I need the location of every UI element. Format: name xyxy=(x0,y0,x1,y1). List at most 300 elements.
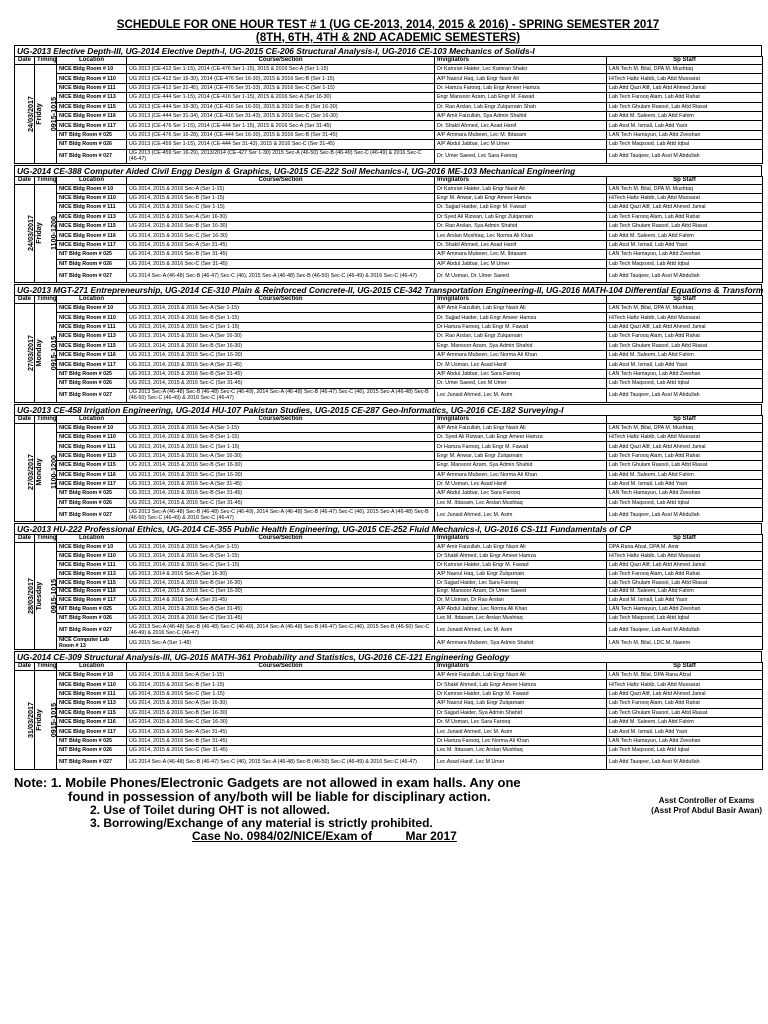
course-cell: UG 2013 Sec-A (46-48) Sec-B (46-48) Sec-C (46-49), 2014 Sec-A (46-48) Sec-B (46-47) Sec-C (46), 2015 Sec-A (46-48) Sec-B (46-50) Sec-C (46-49) & 2016 Sec-C (46-47) xyxy=(127,388,435,402)
course-cell: UG 2013, 2014, 2015 & 2016 Sec-B (Ser 1-15) xyxy=(127,432,435,441)
course-cell: UG 2013, 2014, 2015 & 2016 Sec-B (Ser 16-30) xyxy=(127,578,435,587)
course-cell: UG 2013 Sec-A (46-48) Sec-B (46-48) Sec-C (46-49), 2014 Sec-A (46-48) Sec-B (46-47) Sec-C (46), 2015 Sec-B (46-50) Sec-C (46-49) & 2016 Sec-C (46-47) xyxy=(127,623,435,637)
course-cell: UG 2013, 2014, 2015 & 2016 Sec-A (Ser 16-30) xyxy=(127,332,435,341)
timing-header: Timing xyxy=(35,663,57,671)
location-cell: NIT Bldg Room # 026 xyxy=(57,498,127,507)
staff-cell: Lab Asst M. Ismail, Lab Attd Yasir xyxy=(607,240,763,249)
invigilators-cell: Engr M. Anwar, Lab Engr Zulqarnain xyxy=(435,451,607,460)
staff-cell: Lab Attd M. Saleem, Lab Attd Fahim xyxy=(607,350,763,359)
staff-cell: LAN Tech M. Bilal, DPA M. Mushtaq xyxy=(607,65,763,74)
timing-value: 0915-1015 xyxy=(49,702,59,738)
staff-cell: H/Tech Hafiz Habib, Lab Attd Mussarat xyxy=(607,680,763,689)
course-header: Course/Section xyxy=(127,415,435,423)
table-row xyxy=(15,222,763,231)
course-cell: UG 2014 Sec-A (46-48) Sec-B (46-47) Sec-C (46), 2015 Sec-A (46-48) Sec-B (46-50) Sec-C (46-49) & 2016 Sec-C (46-47) xyxy=(127,269,435,283)
course-cell: UG 2013, 2014, 2015 & 2016 Sec-A (Ser 1-15) xyxy=(127,423,435,432)
note-3: 3. Borrowing/Exchange of any material is strictly prohibited. xyxy=(90,815,433,830)
staff-cell: Lab Attd Qazi Altf, Lab Attd Ahmed Jamal xyxy=(607,203,763,212)
section-title: UG-2013 Elective Depth-III, UG-2014 Elective Depth-I, UG-2015 CE-206 Structural Analysis-I, UG-2016 CE-103 Mechanics of Solids-I xyxy=(14,45,762,56)
staff-cell: DPA Rana Afzal, DPA M. Amir xyxy=(607,543,763,552)
staff-header: Sp Staff xyxy=(607,296,763,304)
table-row xyxy=(15,637,763,650)
table-row xyxy=(15,596,763,605)
invigilators-cell: Lec M. Ibtasam, Lec Arslan Mushtaq xyxy=(435,498,607,507)
location-cell: NICE Bldg Room # 117 xyxy=(57,240,127,249)
location-header: Location xyxy=(57,176,127,184)
invigilators-cell: Lec Asad Hanif, Lec M Umer xyxy=(435,755,607,769)
date-cell xyxy=(15,65,43,164)
invigilators-cell: A/P Ammara Mubeen, Lec M. Ibtasam xyxy=(435,130,607,139)
location-cell: NICE Bldg Room # 10 xyxy=(57,543,127,552)
date-value: 31/03/2017 xyxy=(25,701,35,738)
schedule-table xyxy=(14,176,763,284)
schedule-section xyxy=(14,404,762,523)
location-cell: NICE Bldg Room # 116 xyxy=(57,718,127,727)
invigilators-cell: Dr. Shakil Ahmed, Lec Asad Hanif xyxy=(435,240,607,249)
invigilators-cell: Lec Junaid Ahmed, Lec M. Asim xyxy=(435,388,607,402)
location-cell: NIT Bldg Room # 025 xyxy=(57,489,127,498)
location-cell: NICE Bldg Room # 113 xyxy=(57,699,127,708)
location-cell: NIT Bldg Room # 026 xyxy=(57,140,127,149)
course-cell: UG 2014, 2015 & 2016 Sec-B (Ser 31-45) xyxy=(127,736,435,745)
course-cell: UG 2014, 2015 & 2016 Sec-B (Ser 16-30) xyxy=(127,222,435,231)
course-header: Course/Section xyxy=(127,535,435,543)
timing-header: Timing xyxy=(35,535,57,543)
staff-header: Sp Staff xyxy=(607,535,763,543)
invigilators-cell: Dr. Shakil Ahmed, Lec Asad Hanif xyxy=(435,121,607,130)
date-cell xyxy=(15,184,43,283)
invigilators-cell: Dr. M Usman, Lec Asad Hanif xyxy=(435,360,607,369)
staff-header: Sp Staff xyxy=(607,663,763,671)
table-row xyxy=(15,755,763,769)
table-row xyxy=(15,689,763,698)
invigilators-cell: A/P Nasrul Haq, Lab Engr Zulqarnain xyxy=(435,699,607,708)
table-row xyxy=(15,212,763,221)
location-cell: NIT Bldg Room # 025 xyxy=(57,736,127,745)
day-value: Friday xyxy=(33,102,43,125)
header-row xyxy=(15,535,763,543)
staff-cell: LAN Tech M. Bilal, DPA M. Mushtaq xyxy=(607,184,763,193)
invigilators-cell: Dr. Rao Arslan, Sya Admin Shahid xyxy=(435,222,607,231)
location-cell: NICE Bldg Room # 115 xyxy=(57,341,127,350)
staff-cell: Lab Tech Maqsood, Lab Attd Iqbal xyxy=(607,746,763,755)
table-row xyxy=(15,746,763,755)
location-cell: NICE Bldg Room # 116 xyxy=(57,350,127,359)
staff-cell: Lab Tech Farooq Alam, Lab Attd Rahat xyxy=(607,451,763,460)
table-row xyxy=(15,149,763,163)
table-row xyxy=(15,130,763,139)
staff-cell: Lab Attd M. Saleem, Lab Attd Fahim xyxy=(607,470,763,479)
invigilators-cell: Engr. Mansoor Azam, Sya Admin Shahid xyxy=(435,461,607,470)
date-value: 27/03/2017 xyxy=(25,454,35,491)
table-row xyxy=(15,83,763,92)
invigilators-cell: Lec Junaid Ahmed, Lec M. Asim xyxy=(435,623,607,637)
location-cell: NIT Bldg Room # 025 xyxy=(57,369,127,378)
section-title: UG-2014 CE-309 Structural Analysis-III, UG-2015 MATH-361 Probability and Statistics, UG-2016 CE-121 Engineering Geology xyxy=(14,651,762,662)
staff-cell: Lab Attd Tauqeer, Lab Asst M Abdullah xyxy=(607,269,763,283)
staff-cell: Lab Attd M. Saleem, Lab Attd Fahim xyxy=(607,111,763,120)
header-row xyxy=(15,663,763,671)
staff-cell: Lab Tech Maqsood, Lab Attd Iqbal xyxy=(607,498,763,507)
header-row xyxy=(15,57,763,65)
location-cell: NIT Bldg Room # 025 xyxy=(57,250,127,259)
invigilators-cell: A/P Abdul Jabbar, Lec Sara Farooq xyxy=(435,489,607,498)
day-value: Monday xyxy=(33,339,43,367)
table-row xyxy=(15,543,763,552)
location-cell: NIT Bldg Room # 026 xyxy=(57,259,127,268)
location-cell: NICE Bldg Room # 116 xyxy=(57,587,127,596)
invigilators-cell: Lec Junaid Ahmed, Lec M. Asim xyxy=(435,508,607,522)
location-cell: NICE Bldg Room # 117 xyxy=(57,360,127,369)
staff-cell: Lab Attd Qazi Altf, Lab Attd Ahmed Jamal xyxy=(607,560,763,569)
table-row xyxy=(15,360,763,369)
course-cell: UG 2013 (CE-459 Ser 16-29), 2013/2014 (CE-427 Ser 1-30) 2015 Sec-A (46-50) Sec-B (46-49) Sec-C (46-49) & 2016 Sec-C (46-47) xyxy=(127,149,435,163)
location-cell: NIT Bldg Room # 026 xyxy=(57,614,127,623)
invigilators-cell: Engr. Mansoor Azam, Sya Admin Shahid xyxy=(435,341,607,350)
course-cell: UG 2014, 2015 & 2016 Sec-C (Ser 16-30) xyxy=(127,231,435,240)
invigilators-cell: Dr. Rao Arslan, Lab Engr Zulqarnain Shah xyxy=(435,102,607,111)
course-cell: UG 2013 (CE-444 Ser 31-34), 2014 (CE-416 Ser 31-43), 2015 & 2016 Sec-C (Ser 16-30) xyxy=(127,111,435,120)
table-row xyxy=(15,111,763,120)
location-cell: NICE Bldg Room # 10 xyxy=(57,65,127,74)
signature-block xyxy=(651,796,762,816)
course-cell: UG 2013, 2014, 2015 & 2016 Sec-C (Ser 31-45) xyxy=(127,614,435,623)
staff-cell: Lab Tech Farooq Alam, Lab Attd Rahat xyxy=(607,699,763,708)
table-row xyxy=(15,614,763,623)
course-cell: UG 2014, 2015 & 2016 Sec-C (Ser 31-45) xyxy=(127,259,435,268)
timing-value: 1100-1200 xyxy=(48,216,58,251)
location-cell: NICE Bldg Room # 115 xyxy=(57,461,127,470)
staff-cell: LAN Tech M. Bilal, LDC M. Naeem xyxy=(607,637,763,650)
table-row xyxy=(15,432,763,441)
staff-cell: Lab Attd Tauqeer, Lab Asst M Abdullah xyxy=(607,508,763,522)
table-row xyxy=(15,240,763,249)
schedule-table xyxy=(14,415,763,523)
location-cell: NICE Bldg Room # 110 xyxy=(57,551,127,560)
invigilators-cell: Dr. M Usman, Dr. Umer Saeed xyxy=(435,269,607,283)
section-title: UG-2013 HU-222 Professional Ethics, UG-2014 CE-355 Public Health Engineering, UG-2015 CE-252 Fluid Mechanics-I, UG-2016 CS-111 Fundamentals of CP xyxy=(14,523,762,534)
course-cell: UG 2013, 2014, 2015 & 2016 Sec-B (Ser 1-15) xyxy=(127,313,435,322)
title-line-2: (8TH, 6TH, 4TH & 2ND ACADEMIC SEMESTERS) xyxy=(255,31,521,44)
schedule-section xyxy=(14,523,762,650)
invigilators-cell: Dr. Syed Ali Rizwan, Lab Engr Ameer Hamza xyxy=(435,432,607,441)
invigilators-cell: Dr Hamza Farooq, Lab Engr M. Fawad xyxy=(435,322,607,331)
staff-cell: Lab Tech Ghulam Rasool, Lab Attd Riasat xyxy=(607,102,763,111)
table-row xyxy=(15,74,763,83)
table-row xyxy=(15,313,763,322)
table-row xyxy=(15,250,763,259)
signature-name: (Asst Prof Abdul Basir Awan) xyxy=(651,805,762,815)
invigilators-cell: Dr. Rao Arslan, Lab Engr Zulqarnain xyxy=(435,332,607,341)
location-cell: NIT Bldg Room # 027 xyxy=(57,623,127,637)
staff-cell: Lab Asst M. Ismail, Lab Attd Yasir xyxy=(607,727,763,736)
invigilators-cell: Dr. Sajjad Haider, Lab Engr M. Fawad xyxy=(435,203,607,212)
course-cell: UG 2013, 2014, 2015 & 2016 Sec-A (Ser 31-45) xyxy=(127,360,435,369)
location-cell: NIT Bldg Room # 027 xyxy=(57,755,127,769)
course-cell: UG 2013, 2014, 2015 & 2016 Sec-B (Ser 31-45) xyxy=(127,489,435,498)
location-cell: NICE Bldg Room # 10 xyxy=(57,304,127,313)
invigilators-cell: A/P Amir Faizullah, Lab Engr Nasir Ali xyxy=(435,543,607,552)
invigilators-cell: Dr Sajjad Haider, Lec Sara Farooq xyxy=(435,578,607,587)
section-title: UG-2014 CE-388 Computer Aided Civil Engg Design & Graphics, UG-2015 CE-222 Soil Mechanics-I, UG-2016 ME-103 Mechanical Engineering xyxy=(14,165,762,176)
date-value: 28/03/2017 xyxy=(25,578,35,615)
location-header: Location xyxy=(57,415,127,423)
course-cell: UG 2014, 2015 & 2016 Sec-A (Ser 16-30) xyxy=(127,699,435,708)
table-row xyxy=(15,671,763,680)
location-cell: NICE Bldg Room # 113 xyxy=(57,332,127,341)
staff-cell: Lab Tech Ghulam Rasool, Lab Attd Riasat xyxy=(607,222,763,231)
timing-value: 0915-1015 xyxy=(49,96,59,131)
invigilators-cell: Lec M. Ibtasam, Lec Arslan Mushtaq xyxy=(435,614,607,623)
note-2: 2. Use of Toilet during OHT is not allowed. xyxy=(90,802,330,817)
staff-cell: LAN Tech M. Bilal, DPA Rana Afzal xyxy=(607,671,763,680)
invigilators-cell: A/P Nasrul Haq, Lab Engr Nasir Ali xyxy=(435,74,607,83)
invigilators-cell: A/P Abdul Jabbar, Lec Norma Ali Khan xyxy=(435,605,607,614)
location-cell: NICE Bldg Room # 113 xyxy=(57,451,127,460)
table-row xyxy=(15,560,763,569)
course-cell: UG 2013, 2014, 2015 & 2016 Sec-C (Ser 16-30) xyxy=(127,587,435,596)
staff-cell: Lab Asst M. Ismail, Lab Attd Yasir xyxy=(607,596,763,605)
date-header: Date xyxy=(15,535,35,543)
table-row xyxy=(15,718,763,727)
case-number: Case No. 0984/02/NICE/Exam of_____Mar 2017 xyxy=(192,828,457,843)
day-value: Monday xyxy=(33,458,43,486)
timing-header: Timing xyxy=(35,296,57,304)
location-cell: NICE Bldg Room # 115 xyxy=(57,708,127,717)
course-cell: UG 2013 (CE-412 Ser 1-15), 2014 (CE-476 Ser 1-15), 2015 & 2016 Sec-A (Ser 1-15) xyxy=(127,65,435,74)
course-cell: UG 2013, 2014, 2015 & 2016 Sec-C (Ser 31-45) xyxy=(127,379,435,388)
staff-cell: LAN Tech Hamayun, Lab Attd Zeeshan xyxy=(607,130,763,139)
note-1-continued: found in possession of any/both will be liable for disciplinary action. xyxy=(68,788,491,804)
table-row xyxy=(15,451,763,460)
date-cell xyxy=(15,423,43,522)
staff-cell: Lab Attd Qazi Altf, Lab Attd Ahmed Jamal xyxy=(607,322,763,331)
staff-header: Sp Staff xyxy=(607,57,763,65)
invigilators-cell: Dr Sajjad Haider, Sya Admin Shahid xyxy=(435,708,607,717)
invigilators-cell: A/P Abdul Jabbar, Lec M Umer xyxy=(435,140,607,149)
course-cell: UG 2013, 2014, 2015 & 2016 Sec-B (Ser 31-45) xyxy=(127,369,435,378)
course-cell: UG 2013, 2014, 2015 & 2016 Sec-A (Ser 16-30) xyxy=(127,451,435,460)
staff-cell: Lab Tech Maqsood, Lab Attd Iqbal xyxy=(607,379,763,388)
staff-cell: Lab Attd M. Saleem, Lab Attd Fahim xyxy=(607,718,763,727)
date-cell xyxy=(15,304,43,403)
staff-header: Sp Staff xyxy=(607,176,763,184)
invigilators-cell: Engr M. Anwar, Lab Engr Ameer Hamza xyxy=(435,193,607,202)
table-row xyxy=(15,184,763,193)
timing-header: Timing xyxy=(35,176,57,184)
course-cell: UG 2014, 2015 & 2016 Sec-A (Ser 1-15) xyxy=(127,671,435,680)
invigilators-cell: Dr Kamran Haider, Lab Engr Nasir Ali xyxy=(435,184,607,193)
location-cell: NIT Bldg Room # 026 xyxy=(57,379,127,388)
invigilators-cell: A/P Abdul Jabbar, Lec M Umer xyxy=(435,259,607,268)
staff-cell: Lab Tech Ghulam Rasool, Lab Attd Riasat xyxy=(607,461,763,470)
location-cell: NICE Bldg Room # 110 xyxy=(57,680,127,689)
date-value: 24/03/2017 xyxy=(25,215,35,252)
table-row xyxy=(15,680,763,689)
course-cell: UG 2014, 2015 & 2016 Sec-A (Ser 31-45) xyxy=(127,240,435,249)
course-cell: UG 2013, 2014, 2015 & 2016 Sec-C (Ser 16-30) xyxy=(127,470,435,479)
location-cell: NICE Bldg Room # 116 xyxy=(57,470,127,479)
course-header: Course/Section xyxy=(127,176,435,184)
course-cell: UG 2014, 2015 & 2016 Sec-B (Ser 16-30) xyxy=(127,708,435,717)
location-cell: NICE Bldg Room # 113 xyxy=(57,212,127,221)
staff-cell: H/Tech Hafiz Habib, Lab Attd Mussarat xyxy=(607,432,763,441)
location-cell: NIT Bldg Room # 027 xyxy=(57,388,127,402)
schedule-section xyxy=(14,651,762,770)
table-row xyxy=(15,551,763,560)
table-row xyxy=(15,736,763,745)
table-row xyxy=(15,322,763,331)
schedule-table xyxy=(14,295,763,403)
course-cell: UG 2013, 2014, 2015 & 2016 Sec-B (Ser 16-30) xyxy=(127,341,435,350)
header-row xyxy=(15,176,763,184)
invigilators-cell: A/P Amir Faizullah, Lab Engr Nasir Ali xyxy=(435,423,607,432)
title-line-1: SCHEDULE FOR ONE HOUR TEST # 1 (UG CE-2013, 2014, 2015 & 2016) - SPRING SEMESTER 2017 xyxy=(116,18,660,31)
location-cell: NIT Bldg Room # 027 xyxy=(57,269,127,283)
staff-cell: Lab Tech Maqsood, Lab Attd Iqbal xyxy=(607,259,763,268)
staff-cell: Lab Attd Qazi Altf, Lab Attd Ahmed Jamal xyxy=(607,83,763,92)
invigilators-cell: Dr Kamran Haider, Lab Engr M. Fawad xyxy=(435,689,607,698)
table-row xyxy=(15,369,763,378)
table-row xyxy=(15,341,763,350)
schedule-table xyxy=(14,56,763,164)
course-cell: UG 2014, 2015 & 2016 Sec-C (Ser 31-45) xyxy=(127,746,435,755)
invigilators-cell: Dr. Sajjad Haider, Lab Engr Ameer Hamza xyxy=(435,313,607,322)
staff-header: Sp Staff xyxy=(607,415,763,423)
staff-cell: Lab Attd Tauqeer, Lab Asst M Abdullah xyxy=(607,149,763,163)
course-cell: UG 2014, 2015 & 2016 Sec-C (Ser 1-15) xyxy=(127,689,435,698)
staff-cell: H/Tech Hafiz Habib, Lab Attd Mussarat xyxy=(607,313,763,322)
location-cell: NICE Bldg Room # 111 xyxy=(57,442,127,451)
location-cell: NICE Bldg Room # 117 xyxy=(57,479,127,488)
timing-value: 1100-1200 xyxy=(48,455,58,490)
invigilators-cell: Dr Hamza Farooq, Lab Engr M. Fawad xyxy=(435,442,607,451)
invigilators-cell: A/P Amir Faizullah, Lab Engr Nasir Ali xyxy=(435,304,607,313)
header-row xyxy=(15,296,763,304)
staff-cell: Lab Tech Ghulam Rasool, Lab Attd Riasat xyxy=(607,341,763,350)
course-cell: UG 2013, 2014, 2015 & 2016 Sec-C (Ser 1-15) xyxy=(127,560,435,569)
course-cell: UG 2013 Sec-A (46-48) Sec-B (46-48) Sec-C (46-49), 2014 Sec-A (46-48) Sec-B (46-47) Sec-C (46), 2015 Sec-A (46-48) Sec-B (46-50) Sec-C (46-49) & 2016 Sec-C (46-47) xyxy=(127,508,435,522)
course-cell: UG 2014, 2015 & 2016 Sec-C (Ser 16-30) xyxy=(127,718,435,727)
location-header: Location xyxy=(57,296,127,304)
course-cell: UG 2013 (CE-412 Ser 16-30), 2014 (CE-476 Ser 16-30), 2015 & 2016 Sec-B (Ser 1-15) xyxy=(127,74,435,83)
location-header: Location xyxy=(57,535,127,543)
table-row xyxy=(15,304,763,313)
location-header: Location xyxy=(57,57,127,65)
course-cell: UG 2013, 2014, 2015 & 2016 Sec-C (Ser 31-45) xyxy=(127,498,435,507)
schedule-table xyxy=(14,534,763,650)
location-cell: NICE Bldg Room # 110 xyxy=(57,74,127,83)
table-row xyxy=(15,605,763,614)
invigilators-cell: Dr Hamza Farooq, Lec Norma Ali Khan xyxy=(435,736,607,745)
schedule-section xyxy=(14,45,762,164)
schedule-table xyxy=(14,662,763,770)
invigilators-cell: Dr. Umer Saeed, Lec M Umer xyxy=(435,379,607,388)
staff-cell: LAN Tech Hamayun, Lab Attd Zeeshan xyxy=(607,489,763,498)
table-row xyxy=(15,508,763,522)
schedule-section xyxy=(14,284,762,403)
day-value: Tuesday xyxy=(33,581,43,611)
course-cell: UG 2013 (CE-476 Ser 1-15), 2014 (CE-444 Ser 1-15), 2015 & 2016 Sec-A (Ser 31-45) xyxy=(127,121,435,130)
invigilators-cell: Lec Arslan Mushtaq, Lec Norma Ali Khan xyxy=(435,231,607,240)
invigilators-cell: A/P Abdul Jabbar, Lec Sara Farooq xyxy=(435,369,607,378)
timing-header: Timing xyxy=(35,57,57,65)
timing-cell xyxy=(35,65,57,164)
location-cell: NIT Bldg Room # 027 xyxy=(57,149,127,163)
invigilators-header: Invigilators xyxy=(435,296,607,304)
timing-cell xyxy=(35,671,57,770)
location-cell: NICE Bldg Room # 111 xyxy=(57,560,127,569)
invigilators-cell: Engr. Mansoor Azam, Dr Umer Saeed xyxy=(435,587,607,596)
table-row xyxy=(15,699,763,708)
invigilators-header: Invigilators xyxy=(435,535,607,543)
document-page xyxy=(14,0,762,846)
staff-cell: Lab Tech Maqsood, Lab Attd Iqbal xyxy=(607,140,763,149)
location-cell: NIT Bldg Room # 025 xyxy=(57,130,127,139)
location-cell: NIT Bldg Room # 027 xyxy=(57,508,127,522)
invigilators-cell: Dr. M Usman, Lec Sara Farooq xyxy=(435,718,607,727)
schedule-sections xyxy=(14,45,762,770)
course-cell: UG 2013 (CE-444 Ser 16-30), 2014 (CE-416 Ser 16-30), 2015 & 2016 Sec-B (Ser 16-30) xyxy=(127,102,435,111)
table-row xyxy=(15,140,763,149)
course-cell: UG 2014, 2015 & 2016 Sec-B (Ser 1-15) xyxy=(127,680,435,689)
timing-value: 0915-1015 xyxy=(49,335,59,370)
table-row xyxy=(15,461,763,470)
section-title: UG-2013 CE-458 Irrigation Engineering, UG-2014 HU-107 Pakistan Studies, UG-2015 CE-287 Geo-Informatics, UG-2016 CE-182 Surveying-I xyxy=(14,404,762,415)
date-header: Date xyxy=(15,663,35,671)
table-row xyxy=(15,93,763,102)
staff-cell: LAN Tech Hamayun, Lab Attd Zeeshan xyxy=(607,250,763,259)
staff-cell: LAN Tech M. Bilal, DPA M. Mushtaq xyxy=(607,423,763,432)
timing-value: 0915-1015 xyxy=(49,578,59,614)
staff-cell: LAN Tech Hamayun, Lab Attd Zeeshan xyxy=(607,605,763,614)
date-cell xyxy=(15,543,43,650)
staff-cell: Lab Asst M. Ismail, Lab Attd Yasir xyxy=(607,360,763,369)
table-row xyxy=(15,231,763,240)
course-cell: UG 2014, 2015 & 2016 Sec-C (Ser 1-15) xyxy=(127,203,435,212)
invigilators-cell: Lec Junaid Ahmed, Lec M. Asim xyxy=(435,727,607,736)
course-cell: UG 2013 (CE-444 Ser 1-15), 2014 (CE-416 Ser 1-15), 2015 & 2016 Sec-A (Ser 16-30) xyxy=(127,93,435,102)
table-row xyxy=(15,442,763,451)
course-cell: UG 2013, 2014, 2015 & 2016 Sec-C (Ser 1-15) xyxy=(127,322,435,331)
staff-cell: Lab Tech Ghulam Rasool, Lab Attd Riasat xyxy=(607,708,763,717)
invigilators-cell: Dr. Hamza Farooq, Lab Engr Ameer Hamza xyxy=(435,83,607,92)
course-header: Course/Section xyxy=(127,663,435,671)
invigilators-cell: Dr. M Usman, Lec Asad Hanif xyxy=(435,479,607,488)
invigilators-cell: Dr Shakil Ahmed, Lab Engr Ameer Hamza xyxy=(435,680,607,689)
location-cell: NICE Bldg Room # 117 xyxy=(57,121,127,130)
timing-header: Timing xyxy=(35,415,57,423)
table-row xyxy=(15,708,763,717)
staff-cell: Lab Asst M. Ismail, Lab Attd Yasir xyxy=(607,121,763,130)
location-cell: NICE Bldg Room # 111 xyxy=(57,203,127,212)
course-cell: UG 2013, 2014, 2015 & 2016 Sec-C (Ser 16-30) xyxy=(127,350,435,359)
location-cell: NICE Bldg Room # 110 xyxy=(57,432,127,441)
location-cell: NICE Bldg Room # 116 xyxy=(57,231,127,240)
date-cell xyxy=(15,671,43,770)
invigilators-cell: Engr Mansoor Azam, Lab Engr M. Fawad xyxy=(435,93,607,102)
header-row xyxy=(15,415,763,423)
location-cell: NICE Bldg Room # 113 xyxy=(57,93,127,102)
staff-cell: LAN Tech Hamayun, Lab Attd Zeeshan xyxy=(607,736,763,745)
location-header: Location xyxy=(57,663,127,671)
date-header: Date xyxy=(15,57,35,65)
course-cell: UG 2013, 2014, 2015 & 2016 Sec-C (Ser 1-15) xyxy=(127,442,435,451)
table-row xyxy=(15,470,763,479)
staff-cell: Lab Attd Tauqeer, Lab Asst M Abdullah xyxy=(607,388,763,402)
staff-cell: Lab Asst M. Ismail, Lab Attd Yasir xyxy=(607,479,763,488)
day-value: Friday xyxy=(33,709,43,731)
